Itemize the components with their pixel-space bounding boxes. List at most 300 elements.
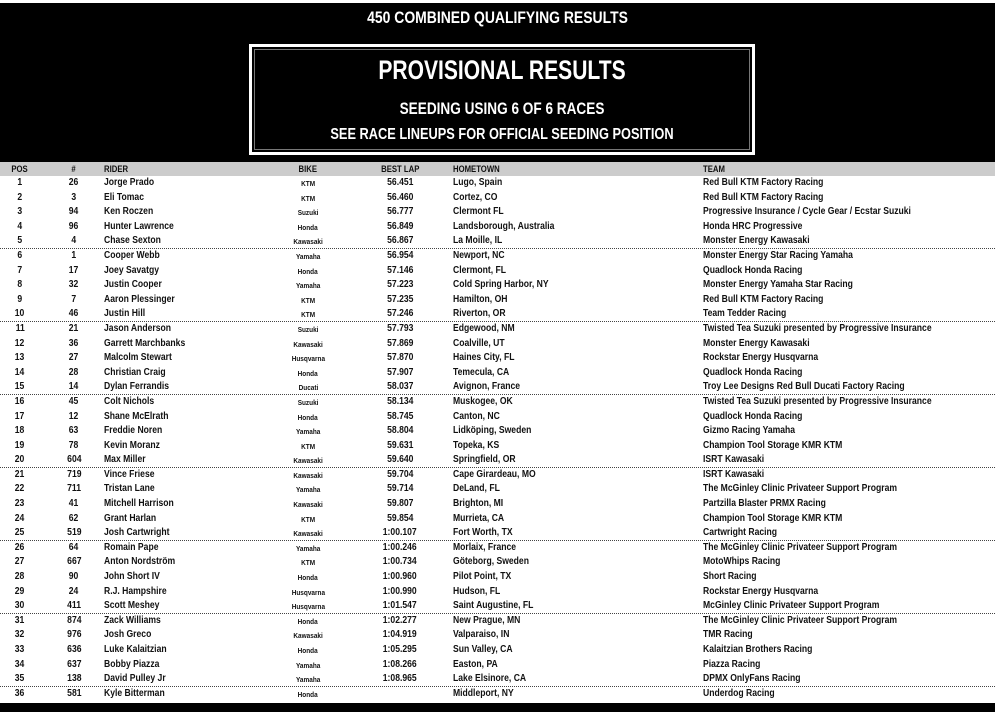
best-lap-cell <box>375 673 425 684</box>
pos-cell-text: 4 <box>17 220 23 232</box>
pos-cell-text: 13 <box>15 352 25 364</box>
number-cell <box>55 600 93 611</box>
table-row <box>0 555 995 570</box>
best-lap-cell <box>375 425 425 436</box>
hometown-cell <box>453 542 526 553</box>
team-cell-text: Piazza Racing <box>703 658 761 670</box>
table-row <box>0 278 995 293</box>
pos-cell <box>9 542 31 553</box>
bike-cell <box>263 194 353 203</box>
best-lap-cell-text: 57.907 <box>386 366 414 378</box>
rider-cell <box>104 454 152 465</box>
team-cell <box>703 440 865 451</box>
best-lap-cell-text: 58.037 <box>386 381 414 393</box>
bike-cell <box>263 223 353 232</box>
rider-cell-text: Jorge Prado <box>104 177 155 188</box>
table-row <box>0 424 995 439</box>
team-cell <box>703 483 929 494</box>
hometown-cell <box>453 250 513 261</box>
pos-cell-text: 32 <box>15 629 25 641</box>
table-row <box>0 307 995 322</box>
rider-cell-text: Cooper Webb <box>104 249 160 261</box>
number-cell <box>55 206 93 217</box>
bike-cell-text: KTM <box>301 295 315 305</box>
bike-cell <box>263 471 353 480</box>
team-cell <box>703 425 810 436</box>
best-lap-cell-text: 57.235 <box>386 293 414 305</box>
bike-cell <box>263 442 353 451</box>
rider-cell <box>104 367 176 378</box>
best-lap-cell-text: 1:05.295 <box>383 644 417 655</box>
team-cell-text: Kalaitzian Brothers Racing <box>703 644 813 655</box>
pos-cell <box>9 454 31 465</box>
hometown-cell <box>453 629 519 640</box>
provisional-box <box>249 44 755 155</box>
pos-cell-text: 22 <box>15 483 25 495</box>
pos-cell <box>9 513 31 524</box>
rider-cell-text: Colt Nichols <box>104 395 155 407</box>
pos-cell <box>9 177 31 188</box>
pos-cell-text: 6 <box>17 249 23 261</box>
number-cell <box>55 527 93 538</box>
team-cell-text: Champion Tool Storage KMR KTM <box>703 512 843 524</box>
hometown-cell-text: Edgewood, NM <box>453 322 515 334</box>
pos-cell <box>9 673 31 684</box>
rider-cell <box>104 381 180 392</box>
bike-cell <box>263 369 353 378</box>
pos-cell <box>9 265 31 276</box>
number-cell <box>55 177 93 188</box>
rider-cell <box>104 323 182 334</box>
team-cell-text: Champion Tool Storage KMR KTM <box>703 439 843 451</box>
number-cell <box>55 483 93 494</box>
col-rider: RIDER <box>104 164 129 174</box>
team-cell-text: Monster Energy Kawasaki <box>703 337 810 349</box>
pos-cell <box>9 235 31 246</box>
pos-cell <box>9 308 31 319</box>
rider-cell <box>104 469 163 480</box>
bike-cell <box>263 515 353 524</box>
bike-cell-text: Suzuki <box>297 397 319 407</box>
team-cell-text: The McGinley Clinic Privateer Support Program <box>703 541 898 553</box>
rider-cell <box>104 279 171 290</box>
rider-cell-text: Aaron Plessinger <box>104 293 175 305</box>
number-cell-text: 719 <box>66 468 82 480</box>
table-row <box>0 410 995 425</box>
team-cell <box>703 265 819 276</box>
pos-cell <box>9 338 31 349</box>
team-cell-text: Gizmo Racing Yamaha <box>703 425 796 437</box>
best-lap-cell-text: 56.954 <box>386 249 414 261</box>
best-lap-cell-text: 1:00.107 <box>383 527 417 539</box>
hometown-cell <box>453 571 521 582</box>
header-banner <box>0 3 995 162</box>
rider-cell <box>104 294 186 305</box>
number-cell-text: 711 <box>67 483 81 495</box>
rider-cell <box>104 498 185 509</box>
bike-cell <box>263 675 353 684</box>
team-cell-text: Quadlock Honda Racing <box>703 264 803 276</box>
pos-cell <box>9 206 31 217</box>
bike-cell-text: Kawasaki <box>293 631 323 641</box>
rider-cell <box>104 177 162 188</box>
team-cell-text: Troy Lee Designs Red Bull Ducati Factory Racing <box>703 381 905 393</box>
hometown-cell <box>453 483 507 494</box>
number-cell <box>55 454 93 465</box>
table-row <box>0 599 995 614</box>
table-row <box>0 658 995 673</box>
team-cell-text: ISRT Kawasaki <box>703 454 765 466</box>
rider-cell-text: Malcolm Stewart <box>104 352 172 364</box>
best-lap-cell <box>375 235 425 246</box>
hometown-cell <box>453 294 516 305</box>
best-lap-cell-text: 57.869 <box>386 337 414 349</box>
bike-cell-text: KTM <box>301 193 315 203</box>
number-cell-text: 411 <box>67 600 81 612</box>
table-row <box>0 643 995 658</box>
best-lap-cell-text: 58.134 <box>386 395 414 407</box>
team-cell <box>703 367 819 378</box>
team-cell-text: Team Tedder Racing <box>703 308 787 320</box>
rider-cell <box>104 615 170 626</box>
table-row <box>0 570 995 585</box>
hometown-cell <box>453 673 538 684</box>
rider-cell-text: Chase Sexton <box>104 235 161 247</box>
table-row <box>0 395 995 410</box>
number-cell-text: 667 <box>66 556 82 568</box>
hometown-cell-text: Riverton, OR <box>453 308 506 320</box>
number-cell-text: 46 <box>69 308 79 320</box>
team-cell-text: Quadlock Honda Racing <box>703 366 803 378</box>
number-cell-text: 14 <box>69 381 79 393</box>
hometown-cell-text: Canton, NC <box>453 410 500 422</box>
box-subtitle: SEEDING USING 6 OF 6 RACES <box>399 99 605 118</box>
number-cell-text: 27 <box>69 352 79 364</box>
table-row <box>0 337 995 352</box>
hometown-cell <box>453 498 511 509</box>
best-lap-cell <box>375 250 425 261</box>
hometown-cell-text: Haines City, FL <box>453 352 515 364</box>
best-lap-cell-text: 57.223 <box>386 279 414 291</box>
number-cell <box>55 396 93 407</box>
best-lap-cell <box>375 498 425 509</box>
number-cell <box>55 644 93 655</box>
best-lap-cell <box>375 265 425 276</box>
bike-cell-text: Yamaha <box>295 485 321 495</box>
number-cell-text: 636 <box>66 644 82 655</box>
hometown-cell <box>453 527 522 538</box>
hometown-cell <box>453 206 512 217</box>
best-lap-cell <box>375 454 425 465</box>
bike-cell-text: Yamaha <box>295 543 321 553</box>
hometown-cell <box>453 688 524 699</box>
best-lap-cell <box>375 469 425 480</box>
team-cell-text: Monster Energy Star Racing Yamaha <box>703 249 853 261</box>
pos-cell-text: 20 <box>15 454 25 466</box>
best-lap-cell <box>375 367 425 378</box>
sheet-title: 450 COMBINED QUALIFYING RESULTS <box>367 8 628 27</box>
hometown-cell-text: DeLand, FL <box>453 483 500 495</box>
bike-cell-text: Kawasaki <box>293 339 323 349</box>
team-cell-text: ISRT Kawasaki <box>703 468 765 480</box>
rider-cell <box>104 411 179 422</box>
rider-cell <box>104 440 169 451</box>
best-lap-cell-text: 56.777 <box>386 206 414 218</box>
number-cell-text: 874 <box>66 614 82 626</box>
team-cell-text: Progressive Insurance / Cycle Gear / Ecstar Suzuki <box>703 206 911 218</box>
best-lap-cell-text: 1:00.990 <box>383 585 417 597</box>
team-cell <box>703 673 816 684</box>
column-header-row <box>0 162 995 176</box>
number-cell <box>55 440 93 451</box>
bike-cell <box>263 252 353 261</box>
best-lap-cell-text: 1:01.547 <box>383 600 417 612</box>
best-lap-cell <box>375 177 425 188</box>
bike-cell <box>263 500 353 509</box>
number-cell <box>55 571 93 582</box>
rider-cell <box>104 250 169 261</box>
number-cell <box>55 235 93 246</box>
number-cell <box>55 352 93 363</box>
team-cell-text: TMR Racing <box>703 629 753 641</box>
hometown-cell-text: Middleport, NY <box>453 687 514 699</box>
hometown-cell <box>453 192 505 203</box>
table-row <box>0 191 995 206</box>
best-lap-cell <box>375 411 425 422</box>
pos-cell <box>9 352 31 363</box>
pos-cell-text: 2 <box>17 191 23 203</box>
table-row <box>0 264 995 279</box>
rider-cell-text: Christian Craig <box>104 366 166 378</box>
bike-cell-text: Yamaha <box>295 675 321 685</box>
rider-cell <box>104 483 163 494</box>
hometown-cell-text: Landsborough, Australia <box>453 220 555 232</box>
team-cell <box>703 659 770 670</box>
rider-cell-text: Garrett Marchbanks <box>104 337 186 349</box>
pos-cell <box>9 586 31 597</box>
number-cell-text: 32 <box>69 279 79 291</box>
best-lap-cell <box>375 381 425 392</box>
team-cell-text: The McGinley Clinic Privateer Support Program <box>703 483 898 495</box>
best-lap-cell <box>375 513 425 524</box>
bike-cell-text: Husqvarna <box>291 354 325 364</box>
hometown-cell-text: Coalville, UT <box>453 337 505 349</box>
rider-cell-text: Josh Cartwright <box>104 527 170 539</box>
bike-cell <box>263 631 353 640</box>
pos-cell-text: 31 <box>15 614 25 626</box>
number-cell-text: 7 <box>71 293 77 305</box>
bike-cell <box>263 179 353 188</box>
bike-cell <box>263 690 353 699</box>
hometown-cell-text: Topeka, KS <box>453 439 500 451</box>
bike-cell <box>263 617 353 626</box>
bike-cell <box>263 427 353 436</box>
pos-cell <box>9 396 31 407</box>
number-cell <box>55 659 93 670</box>
rider-cell-text: Justin Hill <box>104 308 146 320</box>
rider-cell <box>104 688 175 699</box>
rider-cell-text: Zack Williams <box>104 614 161 626</box>
bike-cell <box>263 208 353 217</box>
hometown-cell-text: Hudson, FL <box>453 585 501 597</box>
bike-cell-text: Honda <box>297 616 319 626</box>
best-lap-cell <box>375 644 425 655</box>
best-lap-cell-text: 58.804 <box>386 425 414 437</box>
best-lap-cell-text: 59.854 <box>386 512 414 524</box>
rider-cell-text: Hunter Lawrence <box>104 220 174 232</box>
pos-cell <box>9 483 31 494</box>
team-cell <box>703 454 774 465</box>
hometown-cell <box>453 177 510 188</box>
table-row <box>0 293 995 308</box>
number-cell <box>55 469 93 480</box>
best-lap-cell <box>375 586 425 597</box>
pos-cell-text: 5 <box>17 235 23 247</box>
pos-cell-text: 3 <box>17 206 23 218</box>
bike-cell-text: KTM <box>301 514 315 524</box>
team-cell-text: Cartwright Racing <box>703 527 778 539</box>
hometown-cell <box>453 367 518 378</box>
hometown-cell <box>453 659 505 670</box>
table-row <box>0 497 995 512</box>
bike-cell <box>263 340 353 349</box>
hometown-cell-text: Lugo, Spain <box>453 177 503 188</box>
number-cell <box>55 381 93 392</box>
rider-cell <box>104 206 161 217</box>
best-lap-cell <box>375 527 425 538</box>
bike-cell <box>263 398 353 407</box>
number-cell-text: 90 <box>69 571 79 583</box>
pos-cell <box>9 498 31 509</box>
best-lap-cell <box>375 192 425 203</box>
team-cell-text: Rockstar Energy Husqvarna <box>703 585 819 597</box>
hometown-cell-text: Muskogee, OK <box>453 395 513 407</box>
best-lap-cell <box>375 659 425 670</box>
bike-cell <box>263 383 353 392</box>
team-cell <box>703 294 843 305</box>
hometown-cell-text: Lake Elsinore, CA <box>453 673 527 685</box>
rider-cell-text: Scott Meshey <box>104 600 160 612</box>
pos-cell <box>9 323 31 334</box>
hometown-cell <box>453 235 510 246</box>
bike-cell-text: KTM <box>301 558 315 568</box>
table-row <box>0 351 995 366</box>
pos-cell-text: 25 <box>15 527 25 539</box>
team-cell <box>703 411 819 422</box>
best-lap-cell-text: 57.870 <box>386 352 414 364</box>
bike-cell-text: Ducati <box>298 383 318 393</box>
table-row <box>0 439 995 454</box>
pos-cell <box>9 615 31 626</box>
team-cell-text: Monster Energy Kawasaki <box>703 235 810 247</box>
rider-cell-text: Vince Friese <box>104 468 155 480</box>
best-lap-cell <box>375 483 425 494</box>
team-cell-text: Short Racing <box>703 571 757 583</box>
table-row <box>0 687 995 702</box>
rider-cell-text: Dylan Ferrandis <box>104 381 170 393</box>
rider-cell <box>104 396 162 407</box>
pos-cell <box>9 644 31 655</box>
team-cell-text: Twisted Tea Suzuki presented by Progressive Insurance <box>703 395 932 407</box>
number-cell-text: 519 <box>66 527 82 539</box>
bike-cell-text: Kawasaki <box>293 470 323 480</box>
rider-cell <box>104 673 176 684</box>
bike-cell <box>263 544 353 553</box>
rider-cell-text: Romain Pape <box>104 541 159 553</box>
hometown-cell <box>453 265 515 276</box>
rider-cell-text: Josh Greco <box>104 629 152 641</box>
bike-cell-text: Honda <box>297 222 319 232</box>
number-cell-text: 28 <box>69 366 79 378</box>
rider-cell <box>104 571 169 582</box>
best-lap-cell-text: 57.246 <box>386 308 414 320</box>
rider-cell <box>104 556 187 567</box>
hometown-cell <box>453 352 525 363</box>
pos-cell-text: 10 <box>15 308 25 320</box>
hometown-cell <box>453 600 547 611</box>
number-cell <box>55 688 93 699</box>
pos-cell-text: 35 <box>15 673 25 685</box>
rider-cell <box>104 235 170 246</box>
pos-cell-text: 27 <box>15 556 25 568</box>
pos-cell-text: 34 <box>15 658 25 670</box>
hometown-cell <box>453 338 513 349</box>
hometown-cell-text: Lidköping, Sweden <box>453 425 532 437</box>
hometown-cell-text: Springfield, OR <box>453 454 516 466</box>
bike-cell <box>263 354 353 363</box>
team-cell <box>703 308 800 319</box>
pos-cell <box>9 556 31 567</box>
table-row <box>0 512 995 527</box>
results-sheet <box>0 3 995 712</box>
bike-cell <box>263 267 353 276</box>
rider-cell <box>104 644 177 655</box>
rider-cell-text: David Pulley Jr <box>104 673 166 685</box>
rider-cell <box>104 600 168 611</box>
bike-cell <box>263 573 353 582</box>
box-note: SEE RACE LINEUPS FOR OFFICIAL SEEDING POSITION <box>330 126 674 143</box>
bike-cell <box>263 529 353 538</box>
pos-cell-text: 24 <box>15 512 25 524</box>
bike-cell-text: KTM <box>301 310 315 320</box>
team-cell-text: DPMX OnlyFans Racing <box>703 673 801 685</box>
table-row <box>0 205 995 220</box>
team-cell-text: Red Bull KTM Factory Racing <box>703 293 824 305</box>
pos-cell-text: 14 <box>15 366 25 378</box>
hometown-cell <box>453 279 564 290</box>
col-num: # <box>71 164 77 174</box>
team-cell <box>703 352 837 363</box>
hometown-cell <box>453 396 522 407</box>
bike-cell-text: KTM <box>301 441 315 451</box>
hometown-cell <box>453 221 571 232</box>
bike-cell <box>263 413 353 422</box>
bike-cell-text: Kawasaki <box>293 529 323 539</box>
rider-cell-text: Freddie Noren <box>104 425 163 437</box>
number-cell <box>55 323 93 334</box>
bike-cell <box>263 661 353 670</box>
bike-cell-text: Kawasaki <box>293 237 323 247</box>
pos-cell-text: 12 <box>15 337 25 349</box>
number-cell <box>55 250 93 261</box>
team-cell <box>703 221 819 232</box>
box-title: PROVISIONAL RESULTS <box>378 55 626 85</box>
pos-cell-text: 17 <box>15 410 25 422</box>
rider-cell <box>104 308 152 319</box>
hometown-cell <box>453 440 507 451</box>
best-lap-cell-text: 59.704 <box>386 468 414 480</box>
bike-cell <box>263 602 353 611</box>
